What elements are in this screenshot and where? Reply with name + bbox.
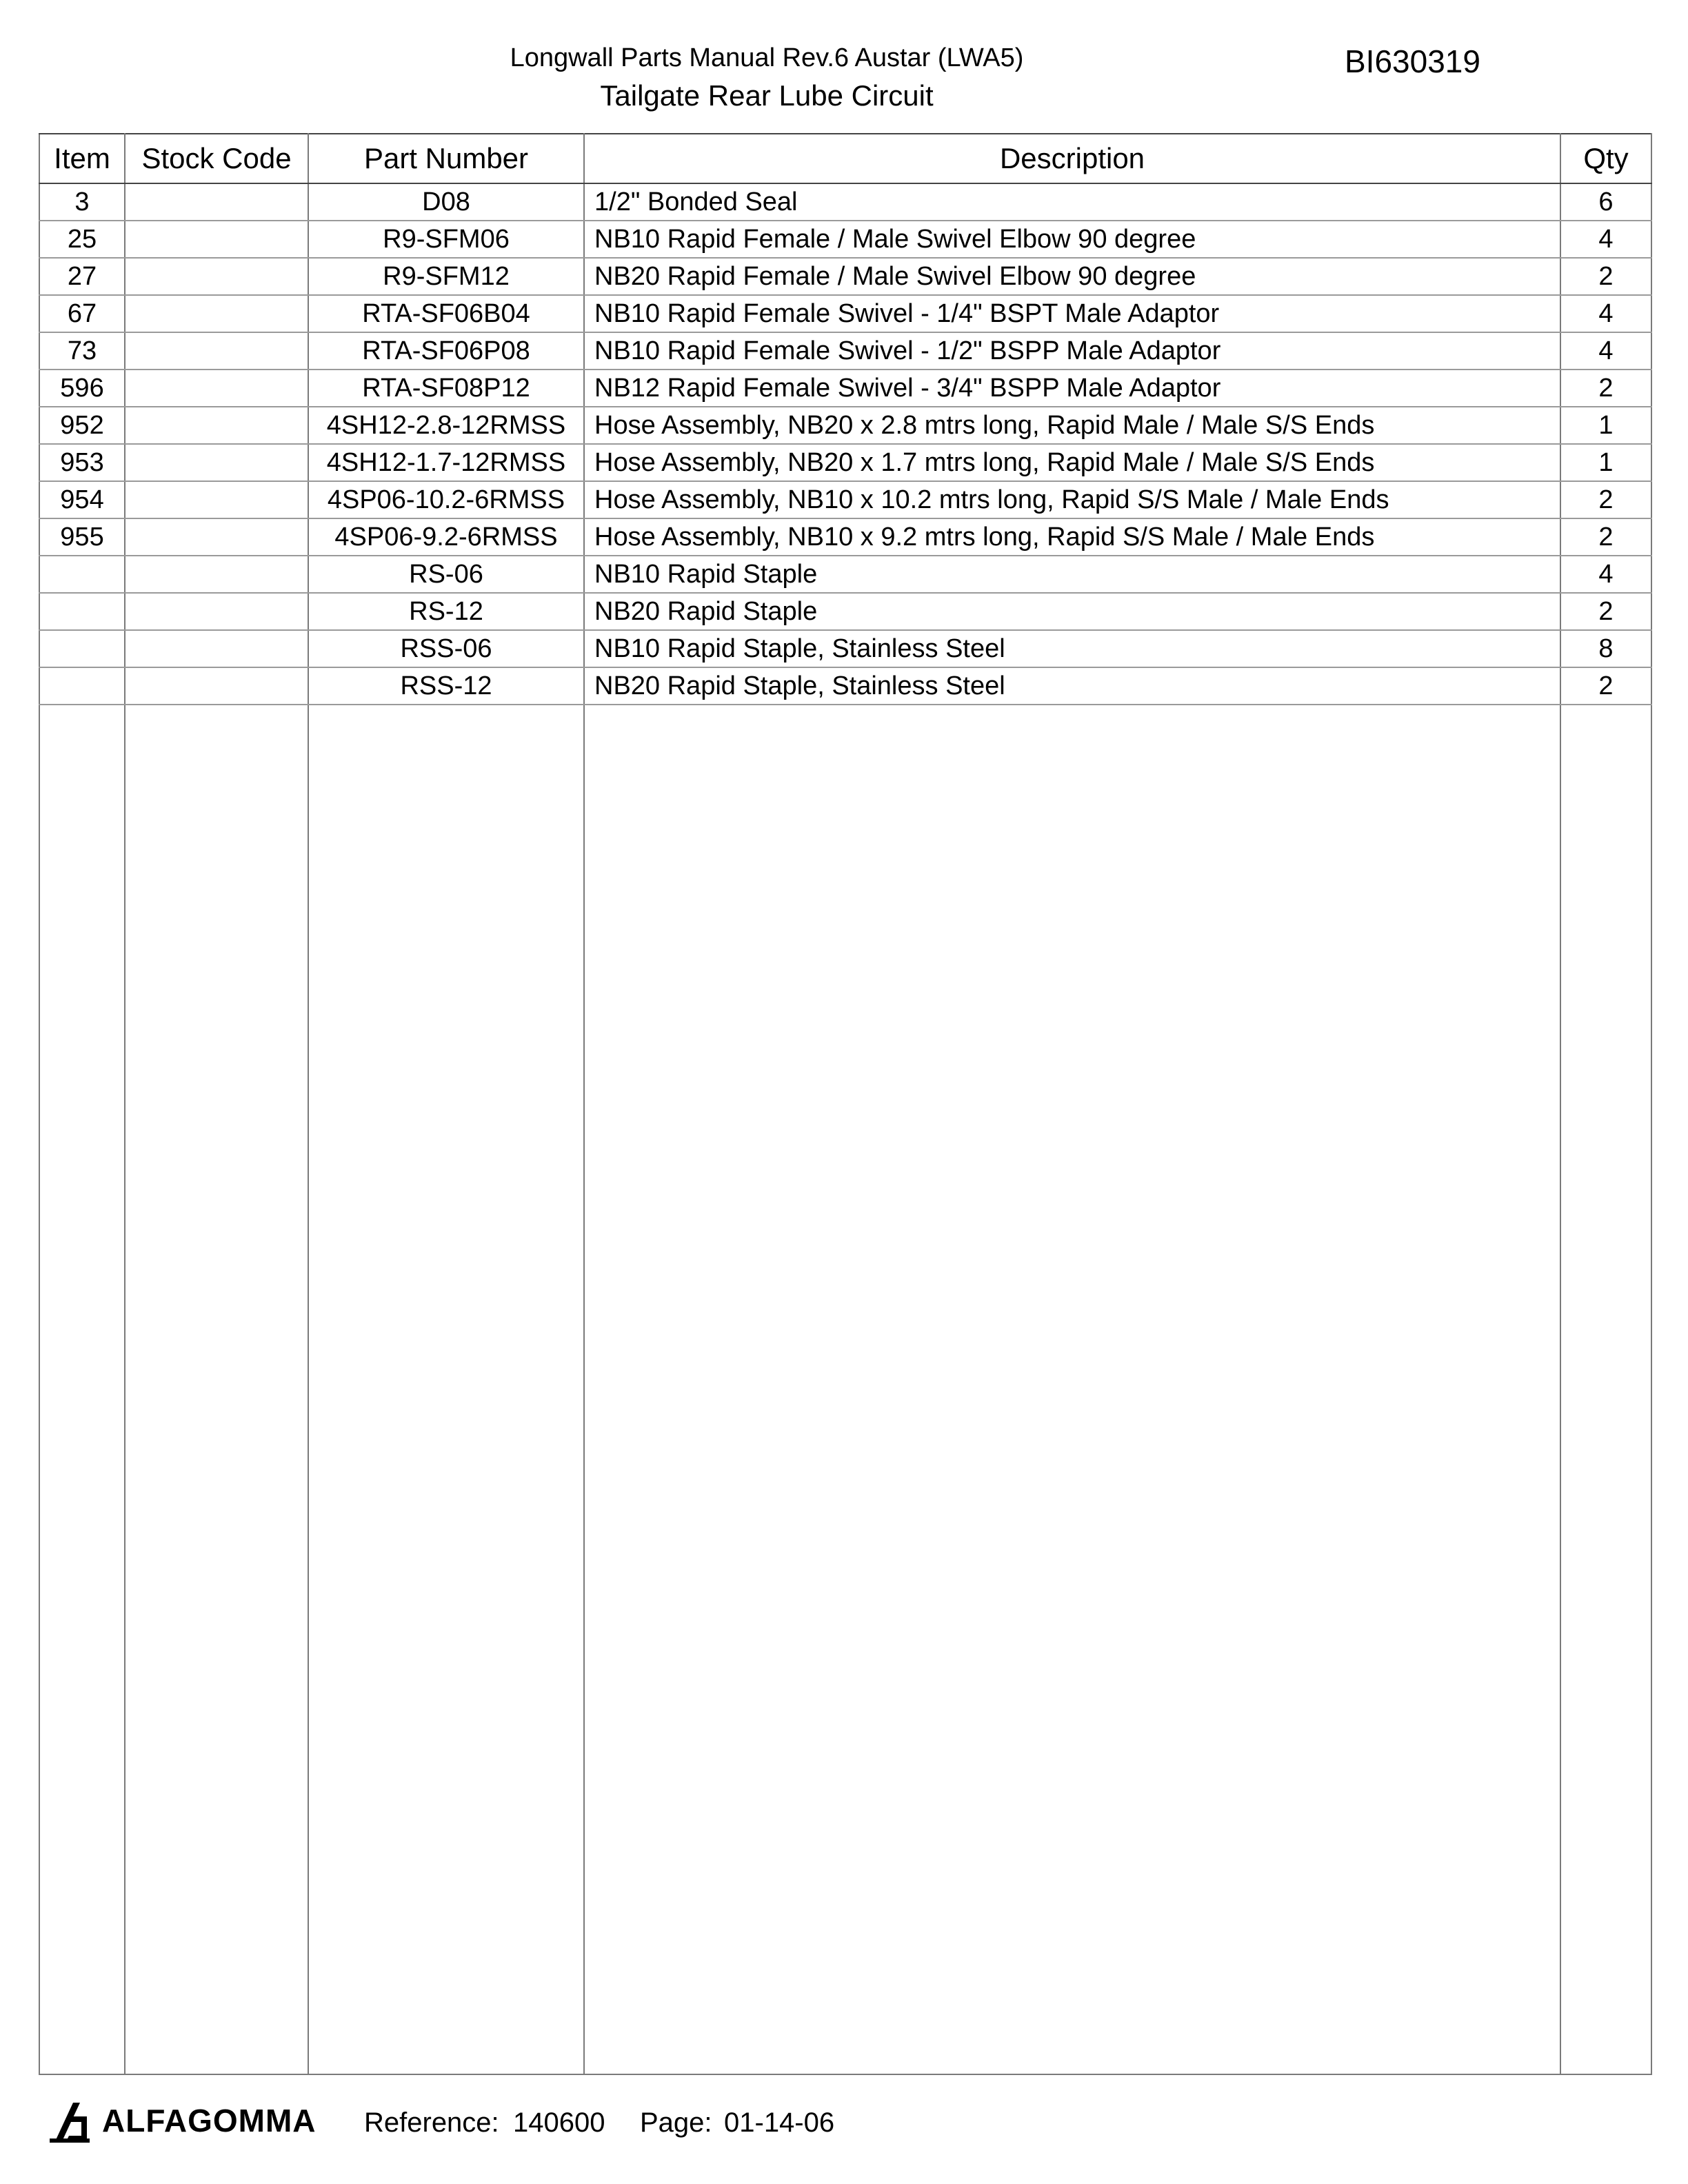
alfagomma-logo-icon [50,2097,91,2144]
column-header-description: Description [584,134,1560,183]
cell-qty: 4 [1560,221,1651,258]
cell-item: 952 [39,407,125,444]
manual-title: Longwall Parts Manual Rev.6 Austar (LWA5) [510,43,1024,72]
cell-part-number: RS-06 [308,556,584,593]
parts-table [39,133,1652,2075]
parts-table-body [39,183,1651,2074]
document-id: BI630319 [1345,43,1480,79]
cell-part-number: R9-SFM12 [308,258,584,295]
cell-qty: 2 [1560,258,1651,295]
table-header-row [39,134,1651,183]
table-row [39,332,1651,370]
cell-stock-code [125,183,308,221]
cell-description: 1/2" Bonded Seal [584,183,1560,221]
cell-item: 596 [39,370,125,407]
table-row [39,221,1651,258]
cell-stock-code [125,407,308,444]
cell-stock-code [125,667,308,705]
table-row [39,518,1651,556]
cell-item: 67 [39,295,125,332]
cell-stock-code [125,481,308,518]
cell-qty: 2 [1560,370,1651,407]
cell-qty: 2 [1560,593,1651,630]
cell-item: 954 [39,481,125,518]
cell-part-number: 4SH12-1.7-12RMSS [308,444,584,481]
cell-description: NB12 Rapid Female Swivel - 3/4" BSPP Male Adaptor [584,370,1560,407]
column-header-qty: Qty [1560,134,1651,183]
cell-item: 953 [39,444,125,481]
cell-description: NB10 Rapid Female / Male Swivel Elbow 90 degree [584,221,1560,258]
cell-part-number: 4SH12-2.8-12RMSS [308,407,584,444]
page-label: Page: [640,2107,712,2138]
table-filler-row [39,705,1651,2074]
table-row [39,183,1651,221]
cell-part-number: RSS-06 [308,630,584,667]
table-row [39,444,1651,481]
cell-qty: 2 [1560,518,1651,556]
cell-part-number: RSS-12 [308,667,584,705]
cell-description: NB10 Rapid Female Swivel - 1/4" BSPT Male Adaptor [584,295,1560,332]
cell-part-number: D08 [308,183,584,221]
cell-qty: 4 [1560,295,1651,332]
table-row [39,593,1651,630]
column-header-part-number: Part Number [308,134,584,183]
cell-item [39,593,125,630]
cell-item [39,630,125,667]
cell-qty: 2 [1560,481,1651,518]
cell-item: 25 [39,221,125,258]
cell-item: 955 [39,518,125,556]
table-row [39,630,1651,667]
table-row [39,407,1651,444]
cell-item [39,556,125,593]
cell-stock-code [125,444,308,481]
table-row [39,295,1651,332]
cell-part-number: RTA-SF08P12 [308,370,584,407]
cell-description: NB10 Rapid Staple [584,556,1560,593]
logo-text: ALFAGOMMA [102,2103,316,2138]
cell-part-number: 4SP06-10.2-6RMSS [308,481,584,518]
cell-qty: 4 [1560,332,1651,370]
column-header-item: Item [39,134,125,183]
cell-description: Hose Assembly, NB20 x 1.7 mtrs long, Rapid Male / Male S/S Ends [584,444,1560,481]
cell-description: NB20 Rapid Staple [584,593,1560,630]
cell-stock-code [125,221,308,258]
table-row [39,667,1651,705]
cell-description: Hose Assembly, NB10 x 10.2 mtrs long, Rapid S/S Male / Male Ends [584,481,1560,518]
cell-stock-code [125,518,308,556]
cell-part-number: RS-12 [308,593,584,630]
cell-description: NB20 Rapid Female / Male Swivel Elbow 90 degree [584,258,1560,295]
cell-description: NB10 Rapid Staple, Stainless Steel [584,630,1560,667]
cell-qty: 1 [1560,444,1651,481]
cell-item [39,667,125,705]
cell-description: Hose Assembly, NB10 x 9.2 mtrs long, Rapid S/S Male / Male Ends [584,518,1560,556]
cell-qty: 6 [1560,183,1651,221]
cell-description: NB20 Rapid Staple, Stainless Steel [584,667,1560,705]
cell-item: 73 [39,332,125,370]
cell-stock-code [125,332,308,370]
page-footer [50,2096,1567,2151]
cell-qty: 8 [1560,630,1651,667]
section-title: Tailgate Rear Lube Circuit [600,79,934,112]
cell-qty: 2 [1560,667,1651,705]
table-row [39,556,1651,593]
cell-part-number: RTA-SF06B04 [308,295,584,332]
cell-part-number: 4SP06-9.2-6RMSS [308,518,584,556]
table-row [39,481,1651,518]
cell-stock-code [125,593,308,630]
cell-qty: 1 [1560,407,1651,444]
cell-stock-code [125,258,308,295]
cell-stock-code [125,556,308,593]
page-number: 01-14-06 [724,2107,835,2138]
cell-description: Hose Assembly, NB20 x 2.8 mtrs long, Rapid Male / Male S/S Ends [584,407,1560,444]
column-header-stock-code: Stock Code [125,134,308,183]
table-row [39,258,1651,295]
cell-stock-code [125,295,308,332]
cell-stock-code [125,630,308,667]
cell-stock-code [125,370,308,407]
reference-label: Reference: [364,2107,499,2138]
cell-description: NB10 Rapid Female Swivel - 1/2" BSPP Male Adaptor [584,332,1560,370]
cell-part-number: R9-SFM06 [308,221,584,258]
table-row [39,370,1651,407]
cell-item: 27 [39,258,125,295]
cell-part-number: RTA-SF06P08 [308,332,584,370]
cell-item: 3 [39,183,125,221]
cell-qty: 4 [1560,556,1651,593]
reference-value: 140600 [513,2107,605,2138]
